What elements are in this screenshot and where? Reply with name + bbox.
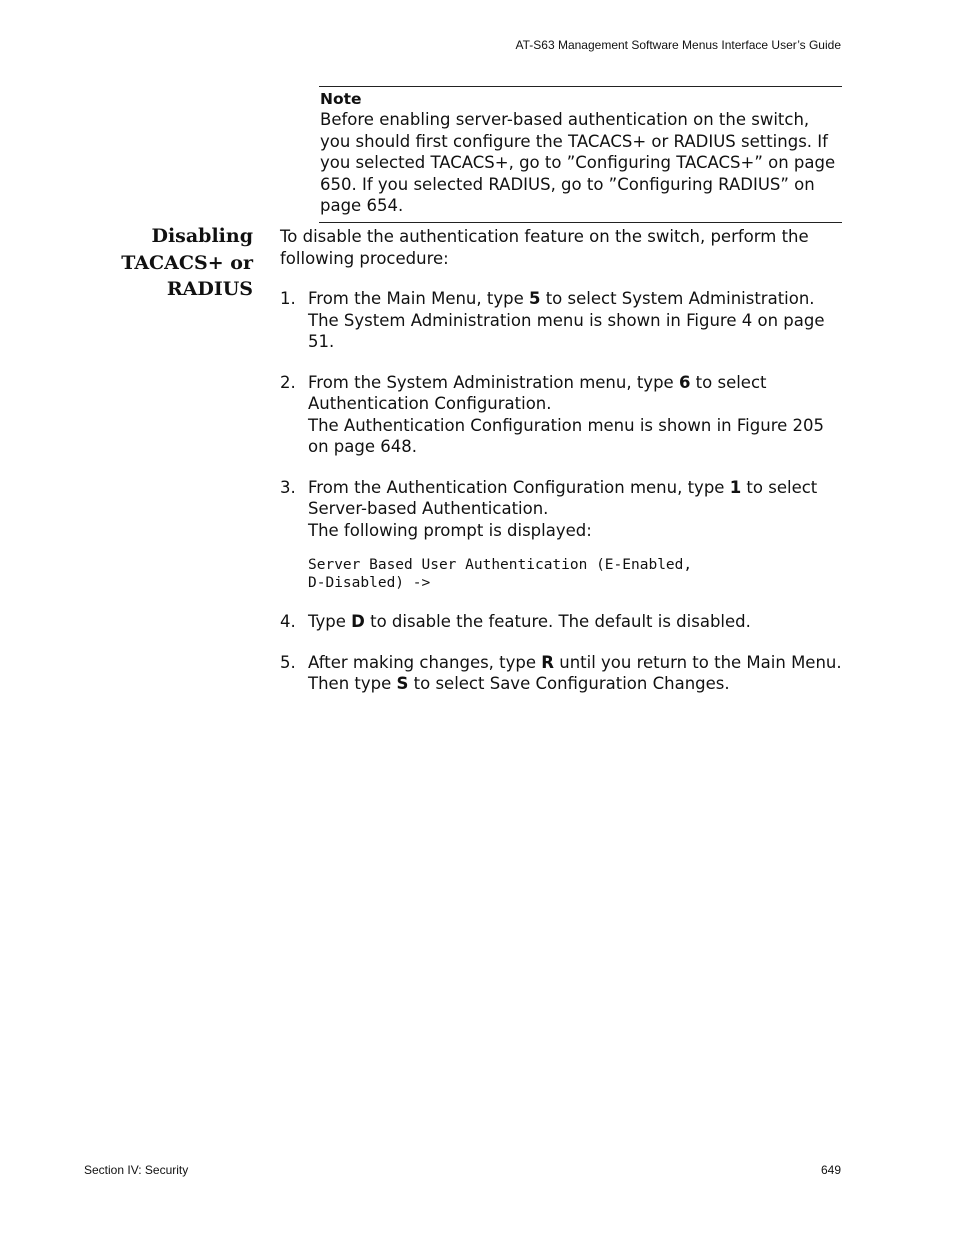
procedure-step: [280, 372, 842, 458]
menu-key: R: [541, 652, 554, 672]
step-subtext: The Authentication Configuration menu is shown in Figure 205 on page 648.: [308, 415, 825, 456]
procedure-step: [280, 477, 842, 593]
procedure-steps: [280, 288, 842, 695]
note-text: Before enabling server-based authentication on the switch, you should first configure the TACACS+ or RADIUS settings. If you selected TACACS+, go to ”Configuring TACACS+” on page 650. If you selected RADIUS, go to ”Configuring RADIUS” on page 654.: [320, 110, 836, 215]
step-number: 1.: [280, 289, 296, 308]
step-number: 5.: [280, 652, 296, 672]
step-text: From the System Administration menu, type 6 to select Authentication Configuration.: [308, 372, 767, 413]
intro-paragraph: To disable the authentication feature on the switch, perform the following procedure:: [280, 227, 809, 268]
menu-key: 1: [729, 477, 742, 497]
step-text: From the Main Menu, type 5 to select System Administration.: [308, 289, 815, 308]
note-label: Note: [320, 90, 362, 108]
note-box: [319, 86, 842, 223]
section-heading-line: Disabling: [151, 225, 253, 247]
section-heading-line: TACACS+ or: [121, 251, 253, 274]
procedure-step: [280, 288, 842, 353]
page-number: 649: [820, 1163, 841, 1177]
step-number: 2.: [280, 372, 296, 392]
step-text: From the Authentication Configuration menu, type 1 to select Server-based Authentication.: [308, 477, 818, 518]
step-number: 3.: [280, 477, 296, 497]
running-header: AT-S63 Management Software Menus Interface User’s Guide: [515, 38, 841, 52]
footer-section: Section IV: Security: [84, 1163, 189, 1177]
menu-key: S: [396, 674, 409, 693]
procedure-body: [280, 226, 842, 714]
section-heading-line: RADIUS: [166, 278, 253, 300]
prompt-code: Server Based User Authentication (E-Enabled, D-Disabled) ->: [308, 557, 693, 591]
step-subtext: The System Administration menu is shown in Figure 4 on page 51.: [308, 310, 825, 351]
step-text: Type D to disable the feature. The default is disabled.: [308, 612, 751, 631]
menu-key: D: [351, 612, 365, 631]
procedure-step: [280, 652, 842, 695]
menu-key: 6: [678, 372, 691, 392]
step-number: 4.: [280, 612, 296, 631]
step-subtext: The following prompt is displayed:: [308, 520, 592, 540]
section-heading: [100, 223, 253, 303]
menu-key: 5: [528, 289, 541, 308]
step-text: After making changes, type R until you return to the Main Menu. Then type S to select Save Configuration Changes.: [308, 652, 842, 693]
procedure-step: [280, 611, 842, 633]
